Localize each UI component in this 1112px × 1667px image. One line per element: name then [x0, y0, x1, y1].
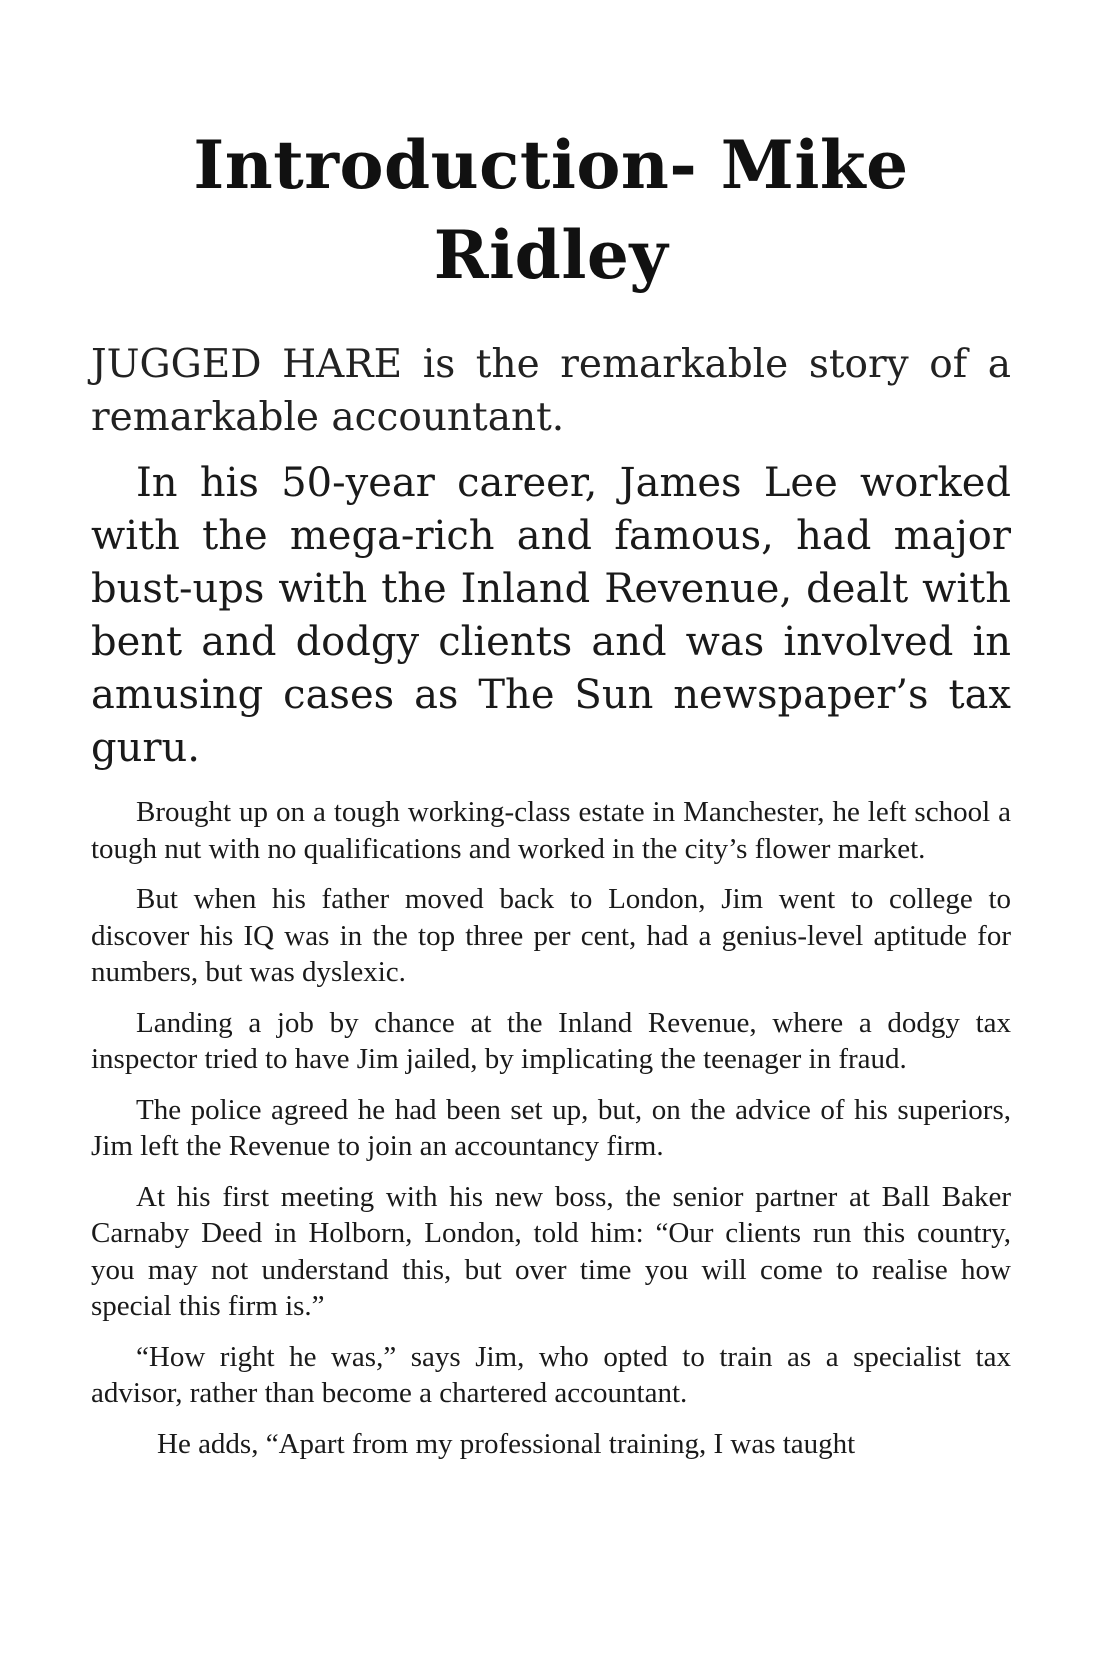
body-paragraph-3: Landing a job by chance at the Inland Revenue, where a dodgy tax inspector tried to have Jim jailed, by implicating the teenager in fraud. — [91, 1006, 1011, 1075]
lead-paragraph: JUGGED HARE is the remarkable story of a remarkable accountant. — [91, 342, 1011, 440]
body-paragraph-7: He adds, “Apart from my professional training, I was taught — [157, 1427, 856, 1460]
intro-paragraph: In his 50-year career, James Lee worked with the mega-rich and famous, had major bust-ups with the Inland Revenue, dealt with bent and dodgy clients and was involved in amusing cases as The Sun newspaper’s tax guru. — [91, 460, 1011, 771]
body-paragraph-4: The police agreed he had been set up, but, on the advice of his superiors, Jim left the Revenue to join an accountancy firm. — [91, 1093, 1011, 1162]
body-paragraph-5: At his first meeting with his new boss, the senior partner at Ball Baker Carnaby Deed in Holborn, London, told him: “Our clients run this country, you may not understand this, but over time you will come to realise how special this firm is.” — [91, 1180, 1011, 1322]
body-paragraph-6: “How right he was,” says Jim, who opted to train as a specialist tax advisor, rather than become a chartered accountant. — [91, 1340, 1011, 1409]
document-page — [91, 0, 1011, 1462]
body-paragraph-1: Brought up on a tough working-class estate in Manchester, he left school a tough nut with no qualifications and worked in the city’s flower market. — [91, 796, 1011, 865]
body-paragraph-2: But when his father moved back to London, Jim went to college to discover his IQ was in the top three per cent, had a genius-level aptitude for numbers, but was dyslexic. — [91, 883, 1011, 988]
chapter-title: Introduction- Mike Ridley — [193, 126, 909, 294]
